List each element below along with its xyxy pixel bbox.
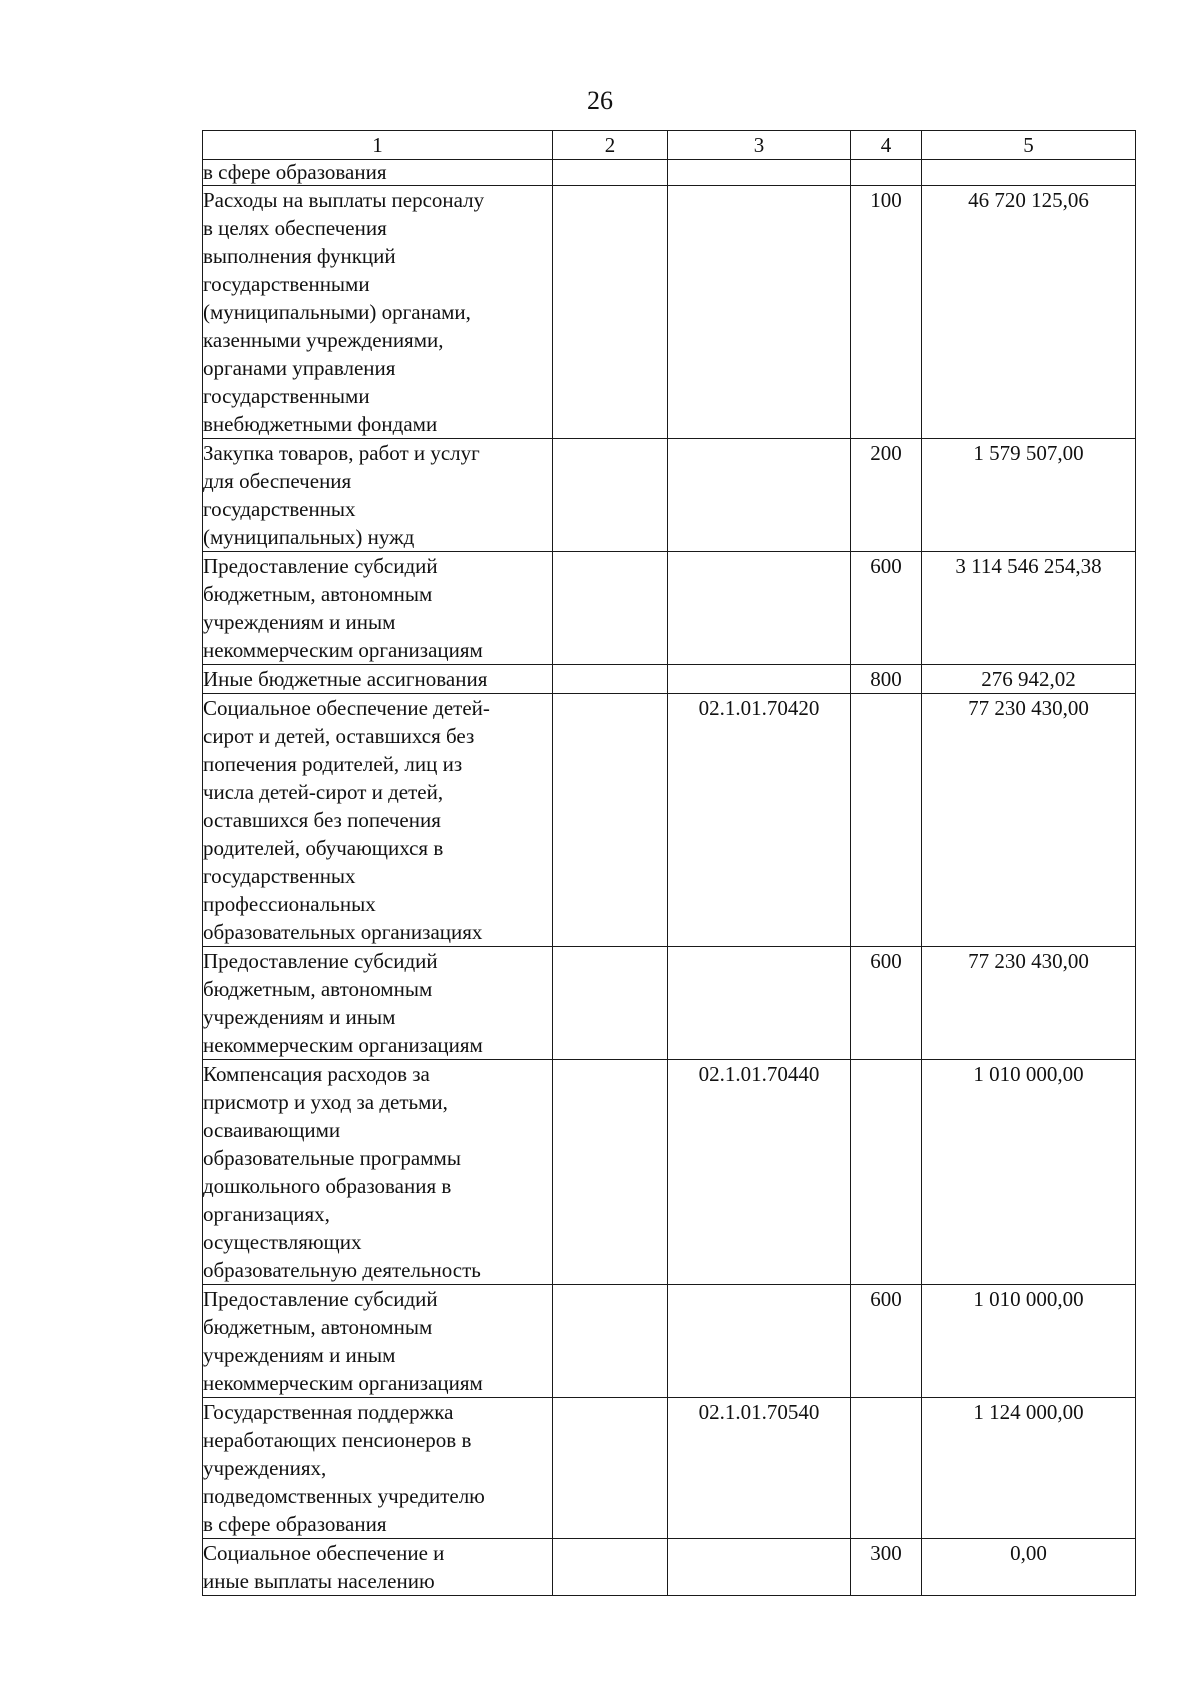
column-header-3: 3	[668, 131, 851, 160]
row-name-line: неработающих пенсионеров в	[203, 1428, 472, 1452]
section-code-cell	[553, 947, 668, 1060]
amount-cell: 1 579 507,00	[922, 439, 1136, 552]
row-name-line: бюджетным, автономным	[203, 582, 433, 606]
table-row	[203, 1285, 1136, 1398]
row-name-line: осваивающими	[203, 1118, 341, 1142]
row-name-line: для обеспечения	[203, 469, 352, 493]
row-name-line: бюджетным, автономным	[203, 977, 433, 1001]
row-name-cell	[203, 947, 553, 1060]
amount-cell: 46 720 125,06	[922, 186, 1136, 439]
row-name-line: Социальное обеспечение и	[203, 1541, 445, 1565]
row-name-line: организациях,	[203, 1202, 330, 1226]
table-row	[203, 665, 1136, 694]
target-article-cell	[668, 439, 851, 552]
row-name-line: учреждениям и иным	[203, 1343, 396, 1367]
row-name-line: казенными учреждениями,	[203, 328, 444, 352]
page-number: 26	[587, 86, 613, 115]
table-row	[203, 1060, 1136, 1285]
row-name-line: Социальное обеспечение детей-	[203, 696, 490, 720]
expense-type-cell: 100	[851, 186, 922, 439]
row-name-line: дошкольного образования в	[203, 1174, 452, 1198]
section-code-cell	[553, 552, 668, 665]
expense-type-cell: 600	[851, 1285, 922, 1398]
amount-cell	[922, 160, 1136, 186]
row-name-line: подведомственных учредителю	[203, 1484, 485, 1508]
expense-type-cell: 600	[851, 552, 922, 665]
target-article-cell: 02.1.01.70440	[668, 1060, 851, 1285]
section-code-cell	[553, 694, 668, 947]
row-name-line: Иные бюджетные ассигнования	[203, 667, 488, 691]
section-code-cell	[553, 160, 668, 186]
column-header-1: 1	[203, 131, 553, 160]
target-article-cell	[668, 552, 851, 665]
row-name-line: родителей, обучающихся в	[203, 836, 444, 860]
row-name-line: профессиональных	[203, 892, 376, 916]
target-article-cell	[668, 665, 851, 694]
row-name-line: оставшихся без попечения	[203, 808, 441, 832]
column-header-2: 2	[553, 131, 668, 160]
expense-type-cell: 800	[851, 665, 922, 694]
row-name-line: в сфере образования	[203, 160, 387, 184]
row-name-line: иные выплаты населению	[203, 1569, 435, 1593]
row-name-line: попечения родителей, лиц из	[203, 752, 463, 776]
row-name-line: государственными	[203, 384, 370, 408]
row-name-line: образовательную деятельность	[203, 1258, 481, 1282]
row-name-line: Закупка товаров, работ и услуг	[203, 441, 480, 465]
row-name-line: образовательных организациях	[203, 920, 483, 944]
target-article-cell: 02.1.01.70420	[668, 694, 851, 947]
section-code-cell	[553, 1539, 668, 1596]
row-name-line: учреждениях,	[203, 1456, 327, 1480]
target-article-cell	[668, 1285, 851, 1398]
table-row	[203, 1398, 1136, 1539]
target-article-cell	[668, 160, 851, 186]
row-name-line: некоммерческим организациям	[203, 1033, 483, 1057]
expense-type-cell	[851, 694, 922, 947]
row-name-line: некоммерческим организациям	[203, 638, 483, 662]
section-code-cell	[553, 1398, 668, 1539]
row-name-cell	[203, 694, 553, 947]
row-name-line: Компенсация расходов за	[203, 1062, 430, 1086]
target-article-cell	[668, 947, 851, 1060]
row-name-line: выполнения функций	[203, 244, 396, 268]
row-name-line: государственными	[203, 272, 370, 296]
row-name-cell	[203, 186, 553, 439]
row-name-line: (муниципальными) органами,	[203, 300, 471, 324]
table-row	[203, 694, 1136, 947]
expense-type-cell	[851, 1398, 922, 1539]
table-row	[203, 552, 1136, 665]
row-name-line: (муниципальных) нужд	[203, 525, 415, 549]
amount-cell: 276 942,02	[922, 665, 1136, 694]
amount-cell: 3 114 546 254,38	[922, 552, 1136, 665]
row-name-line: внебюджетными фондами	[203, 412, 438, 436]
column-header-4: 4	[851, 131, 922, 160]
row-name-line: учреждениям и иным	[203, 1005, 396, 1029]
section-code-cell	[553, 665, 668, 694]
expense-type-cell: 600	[851, 947, 922, 1060]
row-name-cell	[203, 1060, 553, 1285]
expense-type-cell	[851, 160, 922, 186]
table-row	[203, 1539, 1136, 1596]
row-name-cell	[203, 1539, 553, 1596]
table-row	[203, 439, 1136, 552]
row-name-line: некоммерческим организациям	[203, 1371, 483, 1395]
row-name-line: учреждениям и иным	[203, 610, 396, 634]
amount-cell: 77 230 430,00	[922, 694, 1136, 947]
table-row	[203, 947, 1136, 1060]
table-header-row	[203, 131, 1136, 160]
row-name-line: органами управления	[203, 356, 396, 380]
row-name-cell	[203, 160, 553, 186]
row-name-cell	[203, 665, 553, 694]
row-name-line: в сфере образования	[203, 1512, 387, 1536]
table-row	[203, 186, 1136, 439]
row-name-line: сирот и детей, оставшихся без	[203, 724, 475, 748]
section-code-cell	[553, 439, 668, 552]
row-name-line: Предоставление субсидий	[203, 554, 438, 578]
expense-type-cell	[851, 1060, 922, 1285]
column-header-5: 5	[922, 131, 1136, 160]
row-name-line: Предоставление субсидий	[203, 1287, 438, 1311]
row-name-line: Расходы на выплаты персоналу	[203, 188, 485, 212]
row-name-line: в целях обеспечения	[203, 216, 387, 240]
amount-cell: 1 124 000,00	[922, 1398, 1136, 1539]
amount-cell: 77 230 430,00	[922, 947, 1136, 1060]
row-name-cell	[203, 552, 553, 665]
row-name-line: числа детей-сирот и детей,	[203, 780, 444, 804]
row-name-line: осуществляющих	[203, 1230, 362, 1254]
target-article-cell	[668, 186, 851, 439]
row-name-line: присмотр и уход за детьми,	[203, 1090, 448, 1114]
target-article-cell	[668, 1539, 851, 1596]
budget-table	[202, 130, 1136, 1596]
section-code-cell	[553, 1060, 668, 1285]
amount-cell: 1 010 000,00	[922, 1060, 1136, 1285]
row-name-line: бюджетным, автономным	[203, 1315, 433, 1339]
row-name-line: Государственная поддержка	[203, 1400, 454, 1424]
expense-type-cell: 200	[851, 439, 922, 552]
row-name-line: государственных	[203, 497, 356, 521]
amount-cell: 0,00	[922, 1539, 1136, 1596]
row-name-line: государственных	[203, 864, 356, 888]
row-name-cell	[203, 1398, 553, 1539]
section-code-cell	[553, 186, 668, 439]
section-code-cell	[553, 1285, 668, 1398]
row-name-line: образовательные программы	[203, 1146, 461, 1170]
expense-type-cell: 300	[851, 1539, 922, 1596]
row-name-line: Предоставление субсидий	[203, 949, 438, 973]
row-name-cell	[203, 1285, 553, 1398]
table-row	[203, 160, 1136, 186]
target-article-cell: 02.1.01.70540	[668, 1398, 851, 1539]
amount-cell: 1 010 000,00	[922, 1285, 1136, 1398]
row-name-cell	[203, 439, 553, 552]
